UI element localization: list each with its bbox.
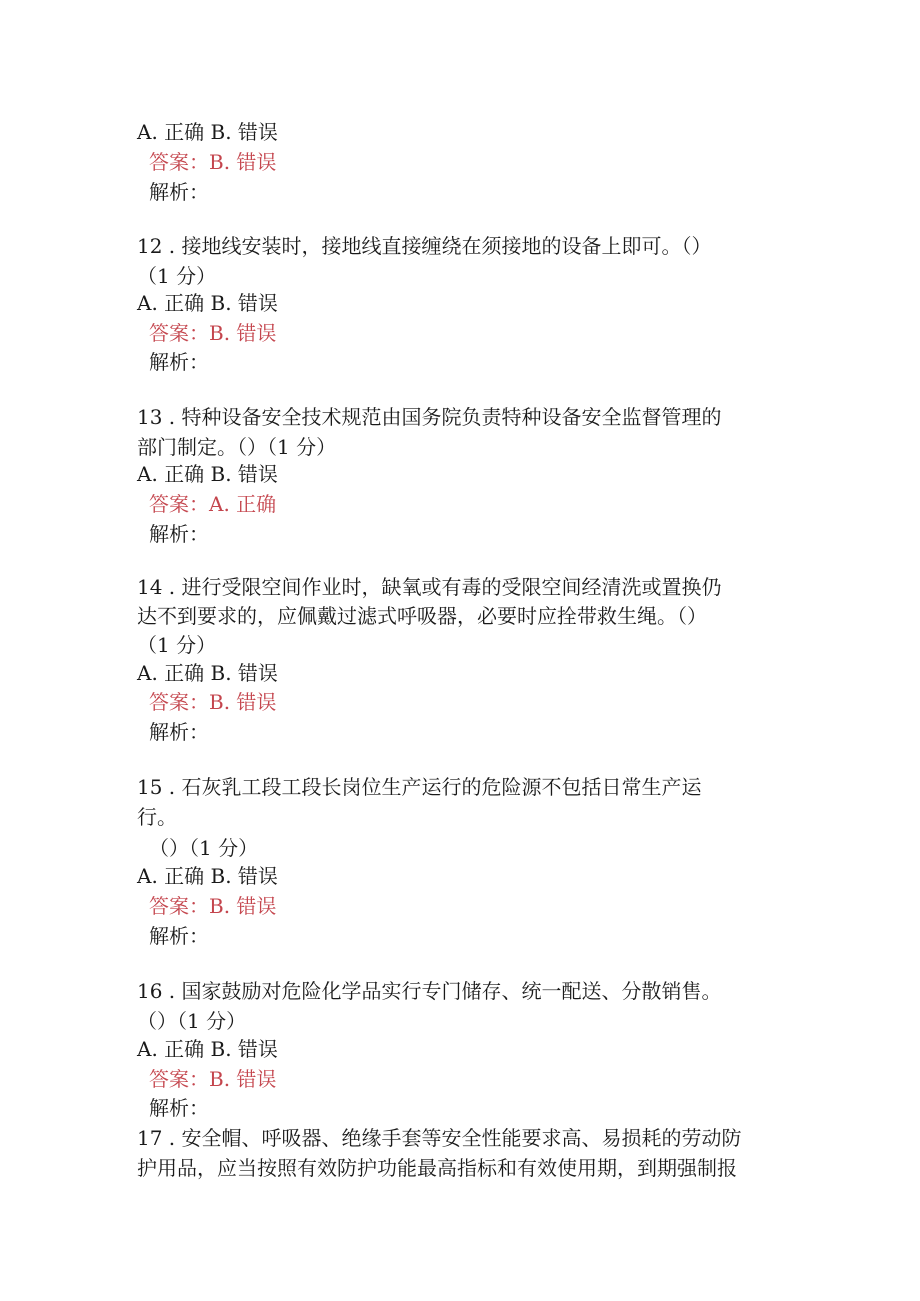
question-15-text-line-1: 15 . 石灰乳工段工段长岗位生产运行的危险源不包括日常生产运 bbox=[137, 775, 702, 799]
options-line: A. 正确 B. 错误 bbox=[137, 120, 278, 144]
question-12-analysis: 解析： bbox=[149, 350, 209, 374]
answer-line: 答案：B. 错误 bbox=[149, 150, 277, 174]
question-14-answer: 答案：B. 错误 bbox=[149, 690, 277, 714]
question-16-options: A. 正确 B. 错误 bbox=[137, 1037, 278, 1061]
question-13-text-line-1: 13 . 特种设备安全技术规范由国务院负责特种设备安全监督管理的 bbox=[137, 405, 722, 429]
question-15-text-line-2: 行。 bbox=[137, 805, 177, 829]
question-13-text-line-2: 部门制定。（）（1 分） bbox=[137, 435, 337, 459]
question-14-text-line-3: （1 分） bbox=[137, 633, 217, 657]
question-12-answer: 答案：B. 错误 bbox=[149, 321, 277, 345]
question-15-answer: 答案：B. 错误 bbox=[149, 894, 277, 918]
question-16-answer: 答案：B. 错误 bbox=[149, 1067, 277, 1091]
question-14-analysis: 解析： bbox=[149, 720, 209, 744]
question-13-answer: 答案：A. 正确 bbox=[149, 492, 277, 516]
question-14-text-line-2: 达不到要求的，应佩戴过滤式呼吸器，必要时应拴带救生绳。（） bbox=[137, 604, 707, 628]
question-14-text-line-1: 14 . 进行受限空间作业时，缺氧或有毒的受限空间经清洗或置换仍 bbox=[137, 575, 722, 599]
question-16-text-line-1: 16 . 国家鼓励对危险化学品实行专门储存、统一配送、分散销售。 bbox=[137, 979, 722, 1003]
question-12-text-line-1: 12 . 接地线安装时，接地线直接缠绕在须接地的设备上即可。（） bbox=[137, 234, 712, 258]
question-16-analysis: 解析： bbox=[149, 1096, 209, 1120]
question-12-text-line-2: （1 分） bbox=[137, 264, 217, 288]
question-15-options: A. 正确 B. 错误 bbox=[137, 864, 278, 888]
question-15-text-line-3: （）（1 分） bbox=[149, 836, 259, 860]
question-17-text-line-1: 17 . 安全帽、呼吸器、绝缘手套等安全性能要求高、易损耗的劳动防 bbox=[137, 1126, 742, 1150]
question-13-options: A. 正确 B. 错误 bbox=[137, 462, 278, 486]
question-15-analysis: 解析： bbox=[149, 924, 209, 948]
question-16-text-line-2: （）（1 分） bbox=[137, 1009, 247, 1033]
question-12-options: A. 正确 B. 错误 bbox=[137, 291, 278, 315]
analysis-line: 解析： bbox=[149, 180, 209, 204]
question-14-options: A. 正确 B. 错误 bbox=[137, 661, 278, 685]
question-13-analysis: 解析： bbox=[149, 522, 209, 546]
question-17-text-line-2: 护用品，应当按照有效防护功能最高指标和有效使用期，到期强制报 bbox=[137, 1156, 737, 1180]
